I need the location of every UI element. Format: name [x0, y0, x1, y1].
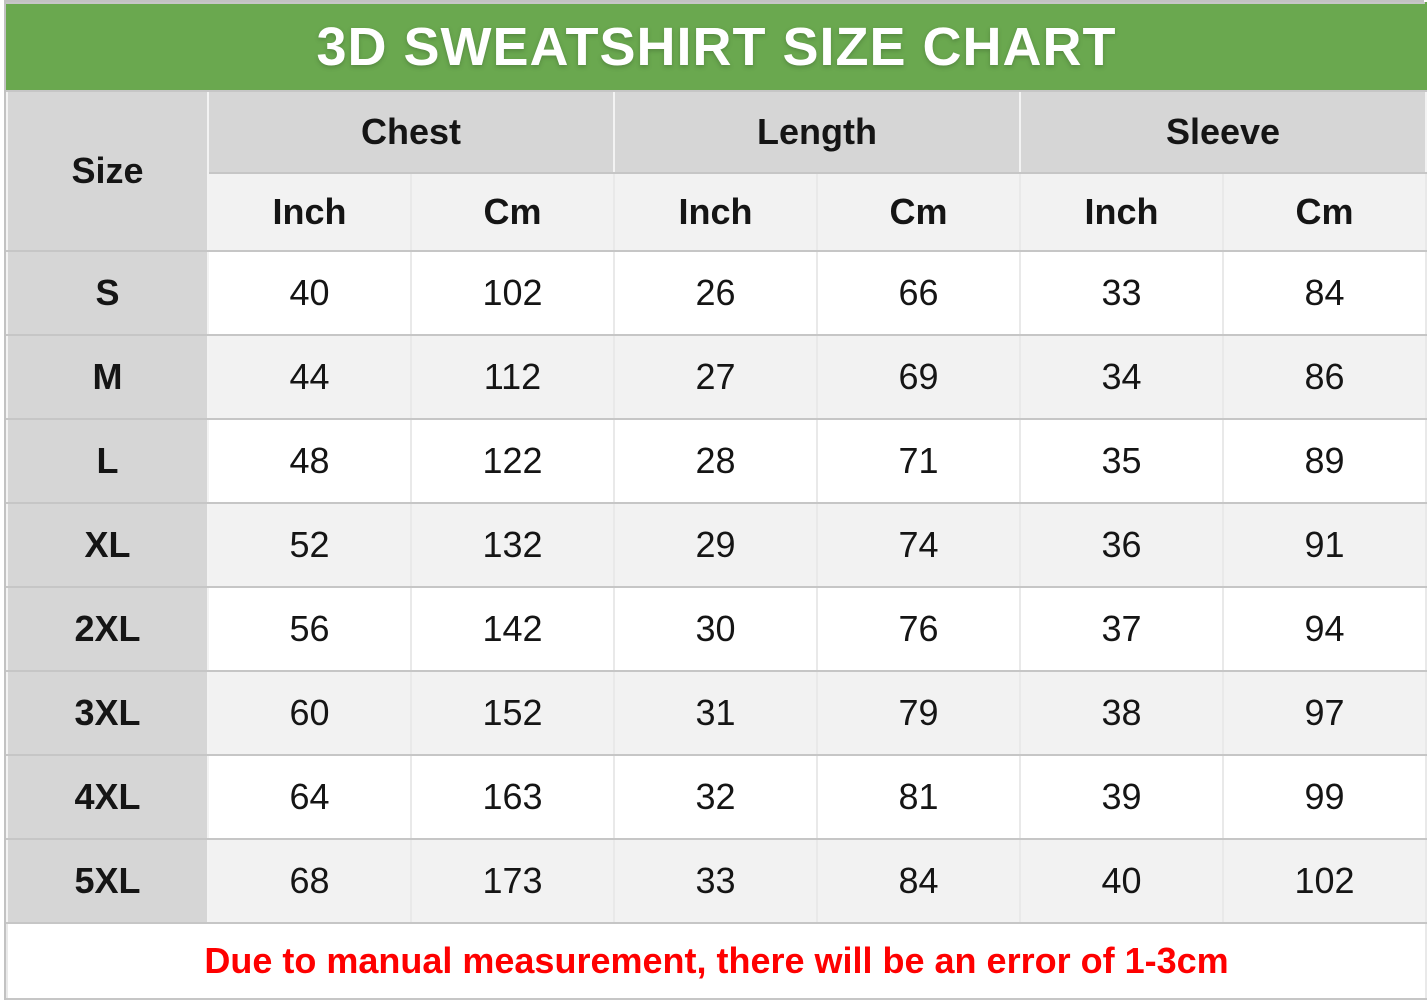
value-cell: 29 — [614, 503, 817, 587]
value-cell: 31 — [614, 671, 817, 755]
value-cell: 64 — [208, 755, 411, 839]
value-cell: 99 — [1223, 755, 1426, 839]
value-cell: 32 — [614, 755, 817, 839]
table-row-l — [7, 419, 1426, 503]
value-cell: 68 — [208, 839, 411, 923]
value-cell: 40 — [208, 251, 411, 335]
size-chart-table — [6, 2, 1427, 1000]
value-cell: 36 — [1020, 503, 1223, 587]
value-cell: 71 — [817, 419, 1020, 503]
value-cell: 69 — [817, 335, 1020, 419]
value-cell: 122 — [411, 419, 614, 503]
value-cell: 173 — [411, 839, 614, 923]
size-label: 4XL — [7, 755, 208, 839]
value-cell: 30 — [614, 587, 817, 671]
value-cell: 102 — [1223, 839, 1426, 923]
measurement-note: Due to manual measurement, there will be an error of 1-3cm — [7, 923, 1426, 999]
size-label: XL — [7, 503, 208, 587]
value-cell: 48 — [208, 419, 411, 503]
unit-header-length-inch: Inch — [614, 173, 817, 251]
group-header-chest: Chest — [208, 91, 614, 173]
size-chart-frame — [4, 0, 1424, 1000]
size-label: 2XL — [7, 587, 208, 671]
table-row-5xl — [7, 839, 1426, 923]
value-cell: 74 — [817, 503, 1020, 587]
value-cell: 39 — [1020, 755, 1223, 839]
unit-header-sleeve-inch: Inch — [1020, 173, 1223, 251]
group-header-sleeve: Sleeve — [1020, 91, 1426, 173]
value-cell: 34 — [1020, 335, 1223, 419]
value-cell: 76 — [817, 587, 1020, 671]
value-cell: 26 — [614, 251, 817, 335]
value-cell: 60 — [208, 671, 411, 755]
value-cell: 81 — [817, 755, 1020, 839]
table-row-s — [7, 251, 1426, 335]
value-cell: 66 — [817, 251, 1020, 335]
value-cell: 56 — [208, 587, 411, 671]
value-cell: 89 — [1223, 419, 1426, 503]
size-label: S — [7, 251, 208, 335]
table-row-4xl — [7, 755, 1426, 839]
value-cell: 35 — [1020, 419, 1223, 503]
value-cell: 86 — [1223, 335, 1426, 419]
value-cell: 33 — [614, 839, 817, 923]
value-cell: 97 — [1223, 671, 1426, 755]
table-row-xl — [7, 503, 1426, 587]
chart-title: 3D SWEATSHIRT SIZE CHART — [7, 3, 1426, 91]
value-cell: 163 — [411, 755, 614, 839]
value-cell: 102 — [411, 251, 614, 335]
unit-header-length-cm: Cm — [817, 173, 1020, 251]
table-row-3xl — [7, 671, 1426, 755]
value-cell: 91 — [1223, 503, 1426, 587]
value-cell: 94 — [1223, 587, 1426, 671]
value-cell: 52 — [208, 503, 411, 587]
size-column-header: Size — [7, 91, 208, 251]
value-cell: 152 — [411, 671, 614, 755]
value-cell: 132 — [411, 503, 614, 587]
size-label: 3XL — [7, 671, 208, 755]
value-cell: 84 — [1223, 251, 1426, 335]
size-label: L — [7, 419, 208, 503]
value-cell: 112 — [411, 335, 614, 419]
value-cell: 79 — [817, 671, 1020, 755]
group-header-length: Length — [614, 91, 1020, 173]
value-cell: 142 — [411, 587, 614, 671]
value-cell: 33 — [1020, 251, 1223, 335]
size-label: 5XL — [7, 839, 208, 923]
table-row-m — [7, 335, 1426, 419]
value-cell: 28 — [614, 419, 817, 503]
value-cell: 44 — [208, 335, 411, 419]
table-row-2xl — [7, 587, 1426, 671]
value-cell: 40 — [1020, 839, 1223, 923]
value-cell: 27 — [614, 335, 817, 419]
value-cell: 37 — [1020, 587, 1223, 671]
value-cell: 84 — [817, 839, 1020, 923]
unit-header-sleeve-cm: Cm — [1223, 173, 1426, 251]
unit-header-chest-inch: Inch — [208, 173, 411, 251]
value-cell: 38 — [1020, 671, 1223, 755]
unit-header-chest-cm: Cm — [411, 173, 614, 251]
size-label: M — [7, 335, 208, 419]
